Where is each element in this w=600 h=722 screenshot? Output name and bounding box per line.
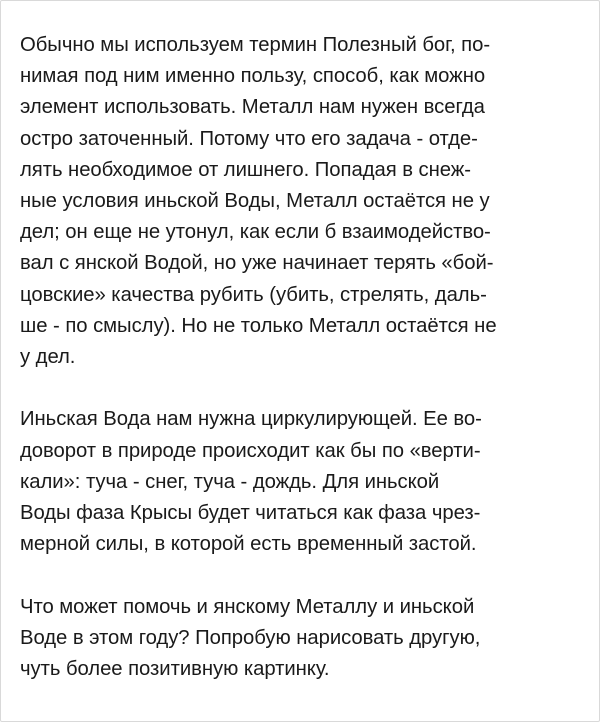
paragraph-water: [20, 404, 582, 560]
paragraph-metal: [20, 30, 582, 373]
text-line: Иньская Вода нам нужна циркулирующей. Ее во-: [20, 408, 482, 431]
text-line: ные условия иньской Воды, Металл остаётся не у: [20, 189, 490, 212]
text-line: лять необходимое от лишнего. Попадая в снеж-: [20, 158, 471, 181]
text-line: доворот в природе происходит как бы по «верти-: [20, 439, 481, 462]
text-line: нимая под ним именно пользу, способ, как можно: [20, 65, 486, 88]
text-line: Что может помочь и янскому Металлу и иньской: [20, 595, 475, 618]
text-line: у дел.: [20, 345, 76, 368]
text-line: Воде в этом году? Попробую нарисовать другую,: [20, 626, 481, 649]
text-line: кали»: туча - снег, туча - дождь. Для иньской: [20, 470, 440, 493]
text-line: мерной силы, в которой есть временный застой.: [20, 533, 477, 556]
text-line: элемент использовать. Металл нам нужен всегда: [20, 96, 485, 119]
article-text: [20, 30, 582, 685]
paragraph-question: [20, 592, 582, 686]
text-line: остро заточенный. Потому что его задача - отде-: [20, 127, 478, 150]
text-line: дел; он еще не утонул, как если б взаимодейство-: [20, 221, 491, 244]
text-line: Обычно мы используем термин Полезный бог, по-: [20, 34, 491, 56]
text-line: вал с янской Водой, но уже начинает терять «бой-: [20, 252, 494, 275]
paragraph-spacer: [20, 560, 582, 591]
text-line: чуть более позитивную картинку.: [20, 658, 330, 681]
paragraph-spacer: [20, 373, 582, 404]
text-line: Воды фаза Крысы будет читаться как фаза чрез-: [20, 502, 481, 525]
text-line: ше - по смыслу). Но не только Металл остаётся не: [20, 314, 497, 337]
text-line: цовские» качества рубить (убить, стрелять, даль-: [20, 283, 487, 306]
